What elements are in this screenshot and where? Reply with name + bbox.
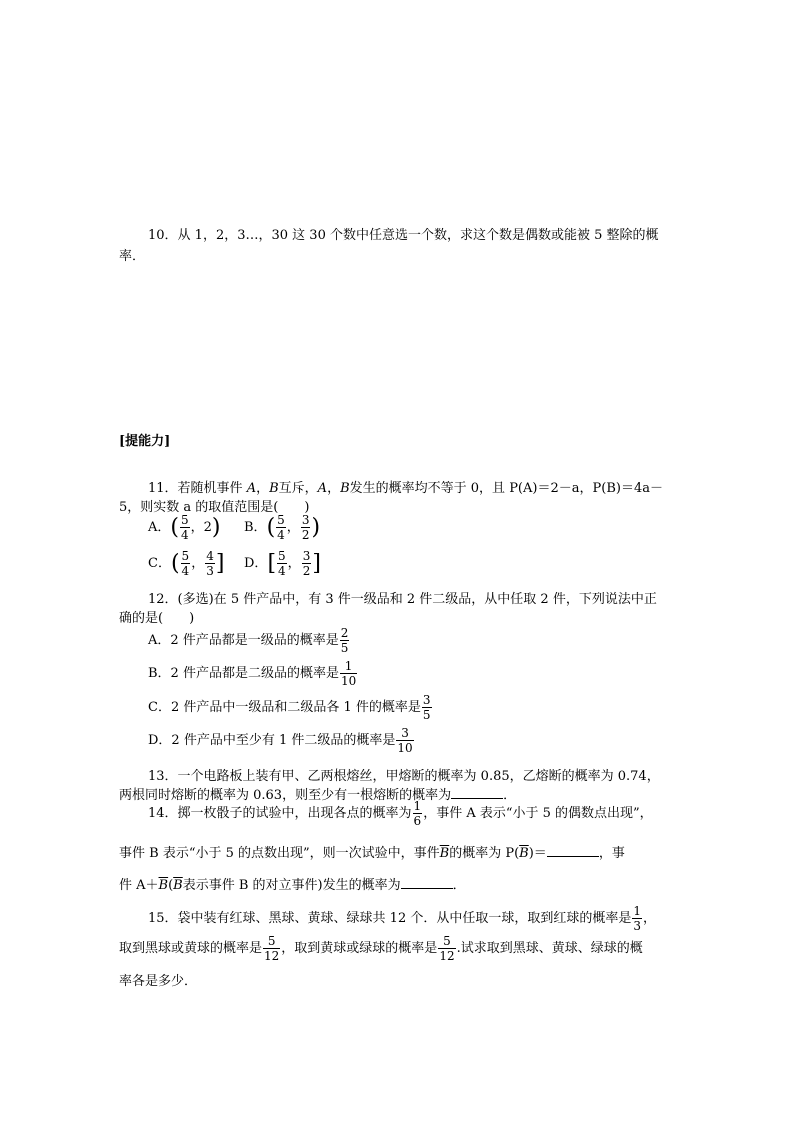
answer-blank[interactable] <box>451 786 503 799</box>
option-label: A． <box>148 520 171 535</box>
q11-line1 <box>148 477 663 496</box>
fraction <box>263 935 280 962</box>
close-paren: ) <box>211 514 221 540</box>
numerator: 5 <box>277 513 285 527</box>
q15-text-a: 15．袋中装有红球、黑球、黄球、绿球共 12 个．从中任取一球，取到红球的概率是 <box>148 911 632 926</box>
q13-line1: 13．一个电路板上装有甲、乙两根熔丝，甲熔断的概率为 0.85，乙熔断的概率为 0.74， <box>148 769 660 784</box>
numerator: 5 <box>180 513 189 527</box>
q11-sep2: ， <box>327 481 341 496</box>
numerator: 3 <box>401 726 409 740</box>
q14-text-i: 表示事件 B 的对立事件)发生的概率为 <box>182 878 401 893</box>
option-text: D．2 件产品中至少有 1 件二级品的概率是 <box>148 733 396 748</box>
fraction <box>438 935 455 962</box>
q10-line2: 率． <box>119 249 146 264</box>
answer-blank[interactable] <box>547 844 599 857</box>
answer-blank[interactable] <box>401 876 453 889</box>
q14-line3 <box>119 874 466 893</box>
q11-line2: 5，则实数 a 的取值范围是( ) <box>119 500 310 515</box>
fraction <box>276 514 286 541</box>
close-bracket: ] <box>215 550 225 576</box>
fraction <box>302 550 312 577</box>
fraction <box>413 800 423 827</box>
q14-text-g: 件 A＋ <box>119 878 159 893</box>
denominator: 3 <box>206 564 214 578</box>
q14-text-f: ，事 <box>598 846 625 861</box>
section-title: [提能力] <box>119 434 171 449</box>
open-paren: ( <box>266 514 276 540</box>
numerator: 3 <box>302 549 311 563</box>
b-complement: $\overline{B}$ <box>519 846 529 861</box>
value: 2 <box>203 520 212 535</box>
denominator: 4 <box>180 528 189 542</box>
q14-text-h: ( <box>168 878 174 893</box>
denominator: 4 <box>278 564 286 578</box>
fraction <box>205 550 215 577</box>
fraction <box>632 905 642 932</box>
q15-text-e: .试求取到黑球、黄球、绿球的概 <box>456 941 643 956</box>
option-text: B．2 件产品都是二级品的概率是 <box>148 666 339 681</box>
numerator: 4 <box>206 549 214 563</box>
denominator: 4 <box>181 564 190 578</box>
denominator: 10 <box>340 674 357 688</box>
fraction <box>422 694 432 721</box>
q11-sep: ， <box>256 481 270 496</box>
option-label: D． <box>244 556 268 571</box>
q11-option-c: C．( $\frac{5}{4}$ ， $\frac{4}{3}$ ] <box>148 549 225 578</box>
q14-text-c: 事件 B 表示“小于 5 的点数出现”，则一次试验中，事件 <box>119 846 440 861</box>
q11-pa: P(A)＝2－a， <box>509 481 593 496</box>
q11-text-a: 11．若随机事件 <box>148 481 247 496</box>
denominator: 2 <box>302 564 311 578</box>
q14-line2 <box>119 842 625 861</box>
q12-line2: 确的是( ) <box>119 611 195 626</box>
numerator: 3 <box>422 693 431 707</box>
denominator: 10 <box>397 741 413 755</box>
q11-option-a: A．( $\frac{5}{4}$ ，2) <box>148 513 221 542</box>
denominator: 5 <box>340 641 349 655</box>
numerator: 3 <box>301 513 310 527</box>
fraction <box>180 514 190 541</box>
q12-option-a <box>148 627 350 654</box>
q14-text-d: 的概率为 P( <box>449 846 520 861</box>
q14-text-b: ，事件 A 表示“小于 5 的偶数点出现”， <box>423 806 653 821</box>
q14-text-e: )＝ <box>528 846 547 861</box>
q12-option-b <box>148 660 358 687</box>
q15-line1 <box>148 905 656 932</box>
denominator: 12 <box>264 949 280 963</box>
q14-text-a: 14．掷一枚骰子的试验中，出现各点的概率为 <box>148 806 412 821</box>
q11-var-a2: A <box>317 481 328 496</box>
fraction <box>396 727 413 754</box>
denominator: 4 <box>277 528 285 542</box>
b-complement: $\overline{B}$ <box>173 878 183 893</box>
fraction <box>340 660 357 687</box>
q11-pb: P(B)＝4a－ <box>592 481 663 496</box>
q14-text-j: ． <box>452 878 466 893</box>
q13-text: 两根同时熔断的概率为 0.63，则至少有一根熔断的概率为 <box>119 788 452 803</box>
open-bracket: [ <box>267 550 277 576</box>
denominator: 2 <box>301 528 310 542</box>
denominator: 6 <box>413 814 422 828</box>
q10-line1: 10．从 1，2，3…，30 这 30 个数中任意选一个数，求这个数是偶数或能被 5 整除的概 <box>148 228 659 243</box>
q12-option-c <box>148 694 433 721</box>
q11-text-b: 互斥， <box>278 481 318 496</box>
open-paren: ( <box>170 550 180 576</box>
q11-text-c: 发生的概率均不等于 0，且 <box>349 481 510 496</box>
denominator: 3 <box>633 919 641 933</box>
numerator: 5 <box>267 934 276 948</box>
q14-line1 <box>148 800 653 827</box>
fraction <box>277 550 287 577</box>
q11-option-d: D．[ $\frac{5}{4}$ ， $\frac{3}{2}$ ] <box>244 549 321 578</box>
q15-line2 <box>119 935 643 962</box>
q13-end: ． <box>503 788 517 803</box>
q11-var-b2: B <box>340 481 350 496</box>
fraction <box>181 550 191 577</box>
numerator: 5 <box>443 934 451 948</box>
q15-text-c: 取到黑球或黄球的概率是 <box>119 941 263 956</box>
numerator: 1 <box>633 904 641 918</box>
denominator: 12 <box>439 949 455 963</box>
numerator: 5 <box>181 549 190 563</box>
option-label: C． <box>148 556 171 571</box>
b-complement: $\overline{B}$ <box>158 878 169 893</box>
q11-var-b: B <box>269 481 279 496</box>
q11-option-b: B．( $\frac{5}{4}$ ， $\frac{3}{2}$ ) <box>244 513 321 542</box>
denominator: 5 <box>422 708 431 722</box>
close-paren: ) <box>311 514 321 540</box>
q11-var-a: A <box>246 481 257 496</box>
numerator: 5 <box>278 549 286 563</box>
b-complement: $\overline{B}$ <box>439 846 450 861</box>
option-text: A．2 件产品都是一级品的概率是 <box>148 633 339 648</box>
q12-option-d <box>148 727 415 754</box>
q12-line1: 12．(多选)在 5 件产品中，有 3 件一级品和 2 件二级品，从中任取 2 件，下列说法中正 <box>148 592 657 607</box>
q15-text-b: ， <box>643 911 657 926</box>
fraction <box>340 627 350 654</box>
numerator: 2 <box>340 626 349 640</box>
numerator: 1 <box>413 799 422 813</box>
close-bracket: ] <box>312 550 321 576</box>
option-text: C．2 件产品中一级品和二级品各 1 件的概率是 <box>148 700 421 715</box>
numerator: 1 <box>344 659 353 673</box>
open-paren: ( <box>170 514 179 540</box>
q15-line3: 率各是多少． <box>119 974 198 989</box>
option-label: B． <box>244 520 267 535</box>
fraction <box>301 514 311 541</box>
q15-text-d: ，取到黄球或绿球的概率是 <box>281 941 438 956</box>
